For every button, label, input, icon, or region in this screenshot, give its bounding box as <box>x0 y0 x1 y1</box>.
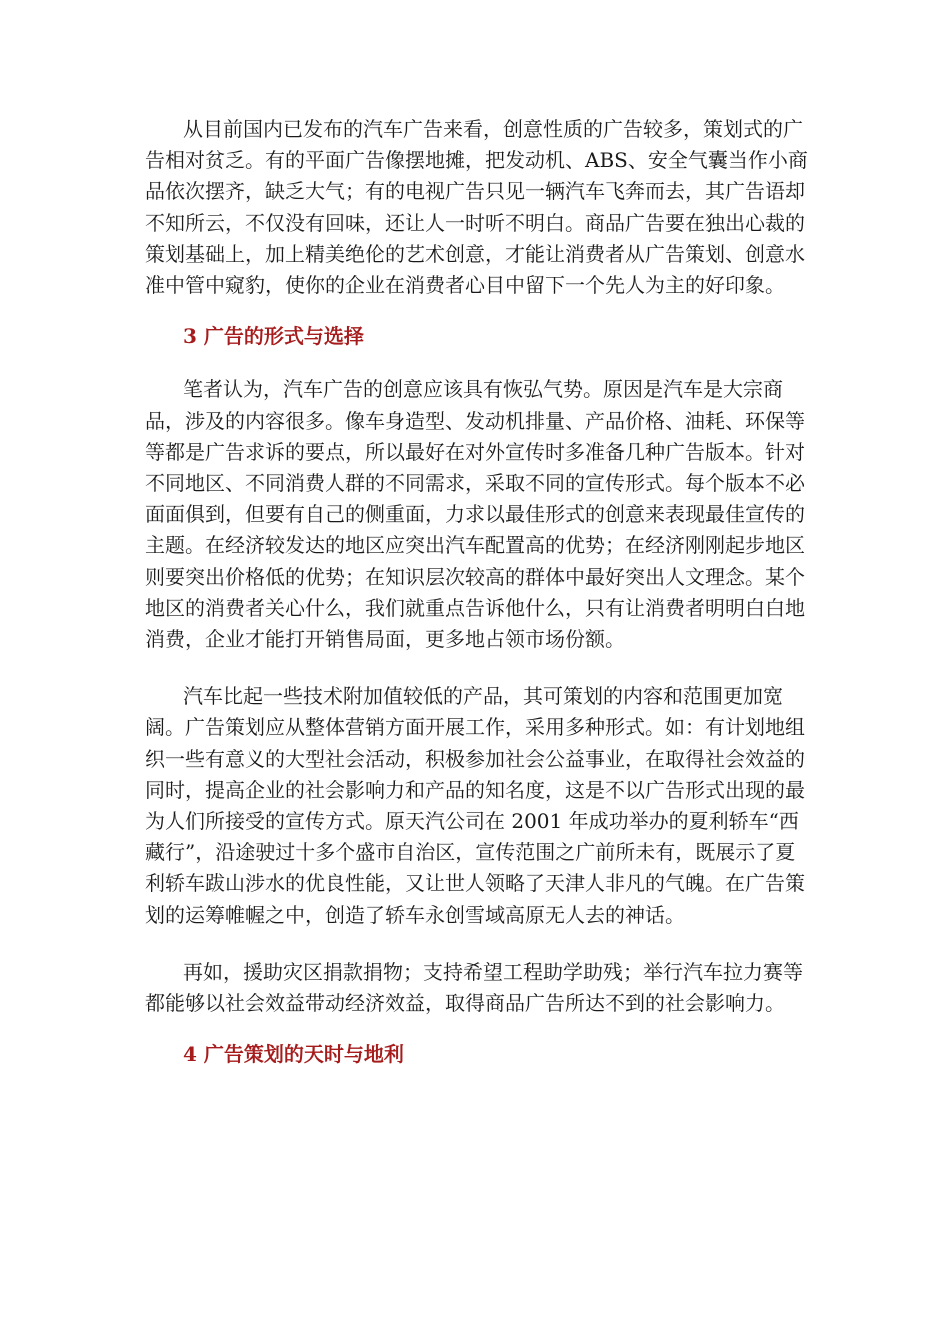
section-heading-4: 4 广告策划的天时与地利 <box>183 1042 404 1067</box>
section-heading-3: 3 广告的形式与选择 <box>183 324 364 349</box>
paragraph: 从目前国内已发布的汽车广告来看，创意性质的广告较多，策划式的广告相对贫乏。有的平面广告像摆地摊，把发动机、ABS、安全气囊当作小商品依次摆齐，缺乏大气；有的电视广告只见一辆汽车飞奔而去，其广告语却不知所云，不仅没有回味，还让人一时听不明白。商品广告要在独出心裁的策划基础上，加上精美绝伦的艺术创意，才能让消费者从广告策划、创意水准中管中窥豹，使你的企业在消费者心目中留下一个先人为主的好印象。 <box>145 117 808 298</box>
document-page <box>145 114 809 1070</box>
paragraph: 笔者认为，汽车广告的创意应该具有恢弘气势。原因是汽车是大宗商品，涉及的内容很多。像车身造型、发动机排量、产品价格、油耗、环保等等都是广告求诉的要点，所以最好在对外宣传时多准备几种广告版本。针对不同地区、不同消费人群的不同需求，采取不同的宣传形式。每个版本不必面面俱到，但要有自己的侧重面，力求以最佳形式的创意来表现最佳宣传的主题。在经济较发达的地区应突出汽车配置高的优势；在经济刚刚起步地区则要突出价格低的优势；在知识层次较高的群体中最好突出人文理念。某个地区的消费者关心什么，我们就重点告诉他什么，只有让消费者明明白白地消费，企业才能打开销售局面，更多地占领市场份额。 <box>145 377 805 652</box>
paragraph: 汽车比起一些技术附加值较低的产品，其可策划的内容和范围更加宽阔。广告策划应从整体营销方面开展工作，采用多种形式。如：有计划地组织一些有意义的大型社会活动，积极参加社会公益事业，在取得社会效益的同时，提高企业的社会影响力和产品的知名度，这是不以广告形式出现的最为人们所接受的宣传方式。原天汽公司在 2001 年成功举办的夏利轿车“西藏行”，沿途驶过十多个盛市自治区，宣传范围之广前所未有，既展示了夏利轿车跋山涉水的优良性能，又让世人领略了天津人非凡的气魄。在广告策划的运筹帷幄之中，创造了轿车永创雪域高原无人去的神话。 <box>145 684 805 927</box>
paragraph: 再如，援助灾区捐款捐物；支持希望工程助学助残；举行汽车拉力赛等都能够以社会效益带动经济效益，取得商品广告所达不到的社会影响力。 <box>145 959 803 1016</box>
